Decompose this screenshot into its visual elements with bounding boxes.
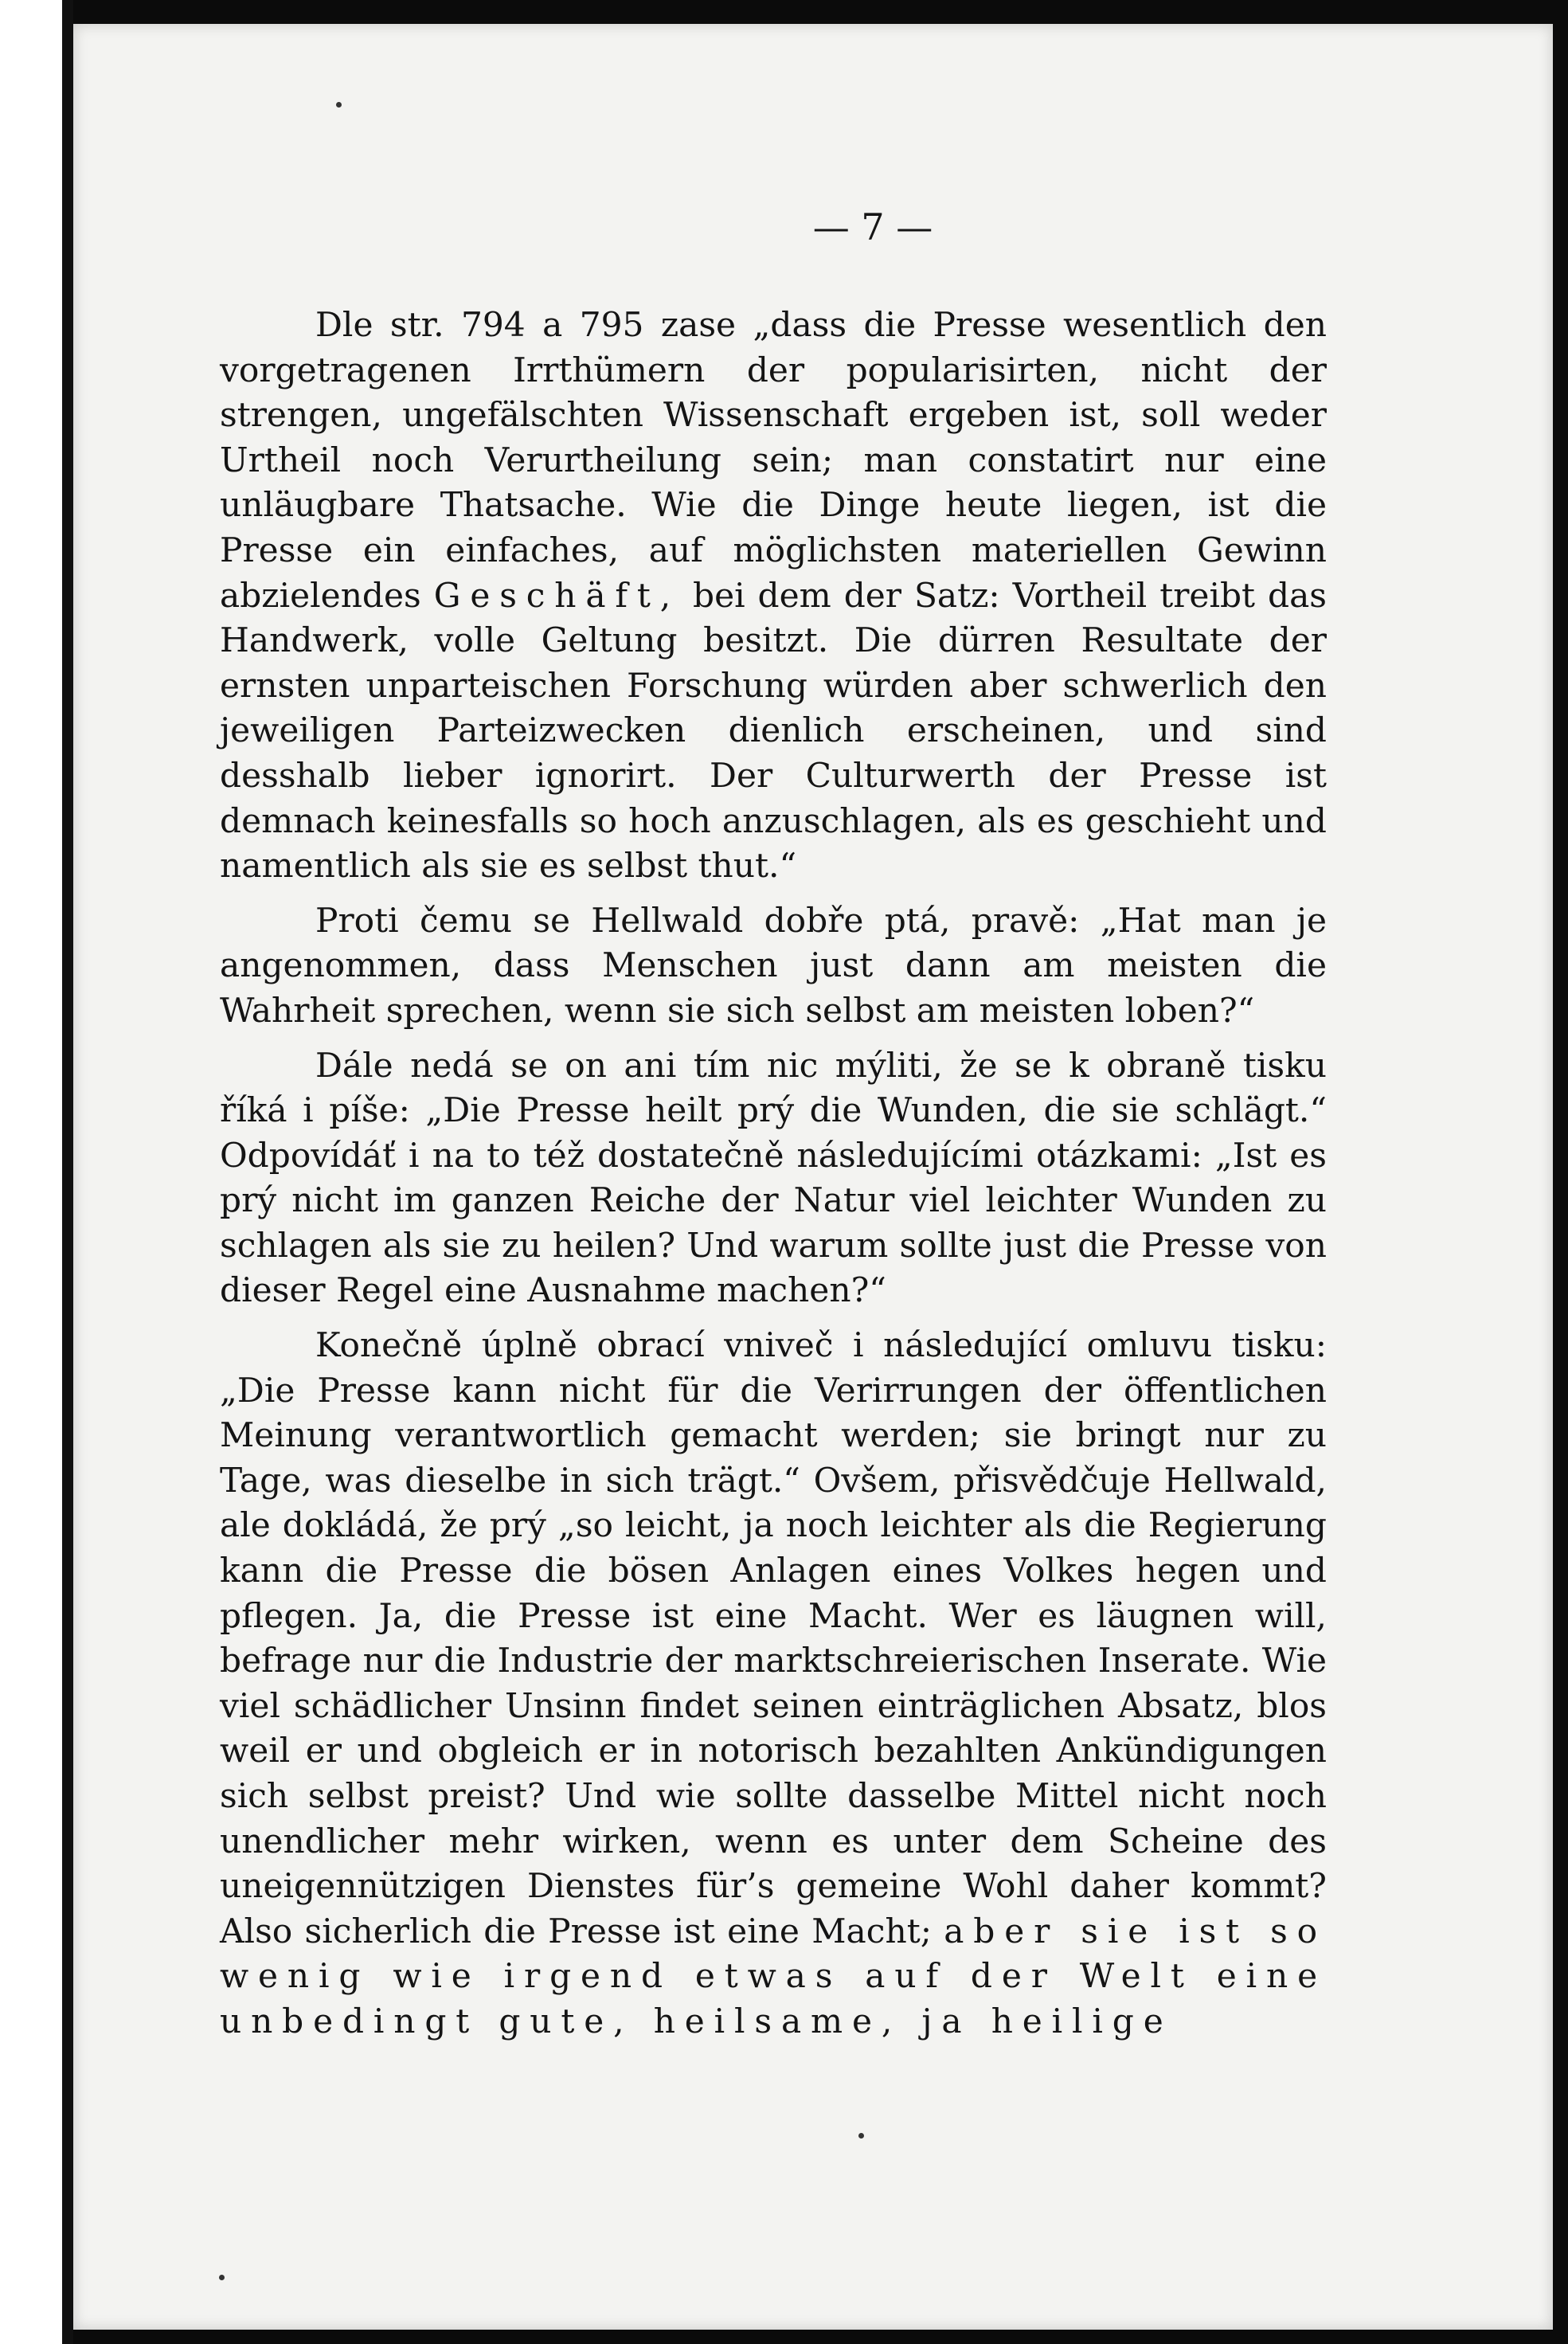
scan-edge-rule (62, 0, 73, 2344)
paragraph-4 (220, 1323, 1327, 2045)
paragraph-1-text-continued: bei dem der Satz: Vortheil treibt das Handwerk, volle Geltung besitzt. Die dürren Resultate der ernsten unparteischen Forschung würden aber schwerlich den jeweiligen Parteizwecken dienlich erscheinen, und sind desshalb lieber ignorirt. Der Culturwerth der Presse ist demnach keinesfalls so hoch anzuschlagen, als es geschieht und namentlich als sie es selbst thut.“ (220, 575, 1327, 886)
paragraph-2 (220, 898, 1327, 1034)
paragraph-3-text: Dále nedá se on ani tím nic mýliti, že se k obraně tisku říká i píše: „Die Presse heilt prý die Wunden, die sie schlägt.“ Odpovídáť i na to též dostatečně následujícími otázkami: „Ist es prý nicht im ganzen Reiche der Natur viel leichter Wunden zu schlagen als sie zu heilen? Und warum sollte just die Presse von dieser Regel eine Ausnahme machen?“ (220, 1045, 1327, 1310)
paragraph-3 (220, 1043, 1327, 1314)
book-page (73, 24, 1553, 2330)
paragraph-4-text: Konečně úplně obrací vniveč i následující omluvu tisku: „Die Presse kann nicht für die Verirrungen der öffentlichen Meinung verantwortlich gemacht werden; sie bringt nur zu Tage, was dieselbe in sich trägt.“ Ovšem, přisvědčuje Hellwald, ale dokládá, že prý „so leicht, ja noch leichter als die Regierung kann die Presse die bösen Anlagen eines Volkes hegen und pflegen. Ja, die Presse ist eine Macht. Wer es läugnen will, befrage nur die Industrie der marktschreierischen Inserate. Wie viel schädlicher Unsinn findet seinen einträglichen Absatz, blos weil er und obgleich er in notorisch bezahlten Ankündigungen sich selbst preist? Und wie sollte dasselbe Mittel nicht noch unendlicher mehr wirken, wenn es unter dem Scheine des uneigennützigen Dienstes für’s gemeine Wohl daher kommt? Also sicherlich die Presse ist eine Macht; (220, 1325, 1327, 1951)
page-number-label: — 7 — (812, 205, 933, 248)
page-number (73, 205, 1553, 248)
paragraph-2-text: Proti čemu se Hellwald dobře ptá, pravě: „Hat man je angenommen, dass Menschen just dann am meisten die Wahrheit sprechen, wenn sie sich selbst am meisten loben?“ (220, 900, 1327, 1030)
paragraph-1-spaced-word: Geschäft, (433, 575, 681, 615)
paragraph-4-spaced-text: aber sie ist so wenig wie irgend etwas auf der Welt eine unbedingt gute, heilsame, ja heilige (220, 1911, 1327, 2041)
speck-mark (336, 102, 342, 108)
paragraph-1 (220, 303, 1327, 889)
speck-mark (858, 2133, 864, 2139)
paragraph-1-text: Dle str. 794 a 795 zase „dass die Presse wesentlich den vorgetragenen Irrthümern der popularisirten, nicht der strengen, ungefälschten Wissenschaft ergeben ist, soll weder Urtheil noch Verurtheilung sein; man constatirt nur eine unläugbare Thatsache. Wie die Dinge heute liegen, ist die Presse ein einfaches, auf möglichsten materiellen Gewinn abzielendes (220, 305, 1327, 615)
body-text (220, 303, 1327, 2054)
speck-mark (219, 2275, 225, 2280)
